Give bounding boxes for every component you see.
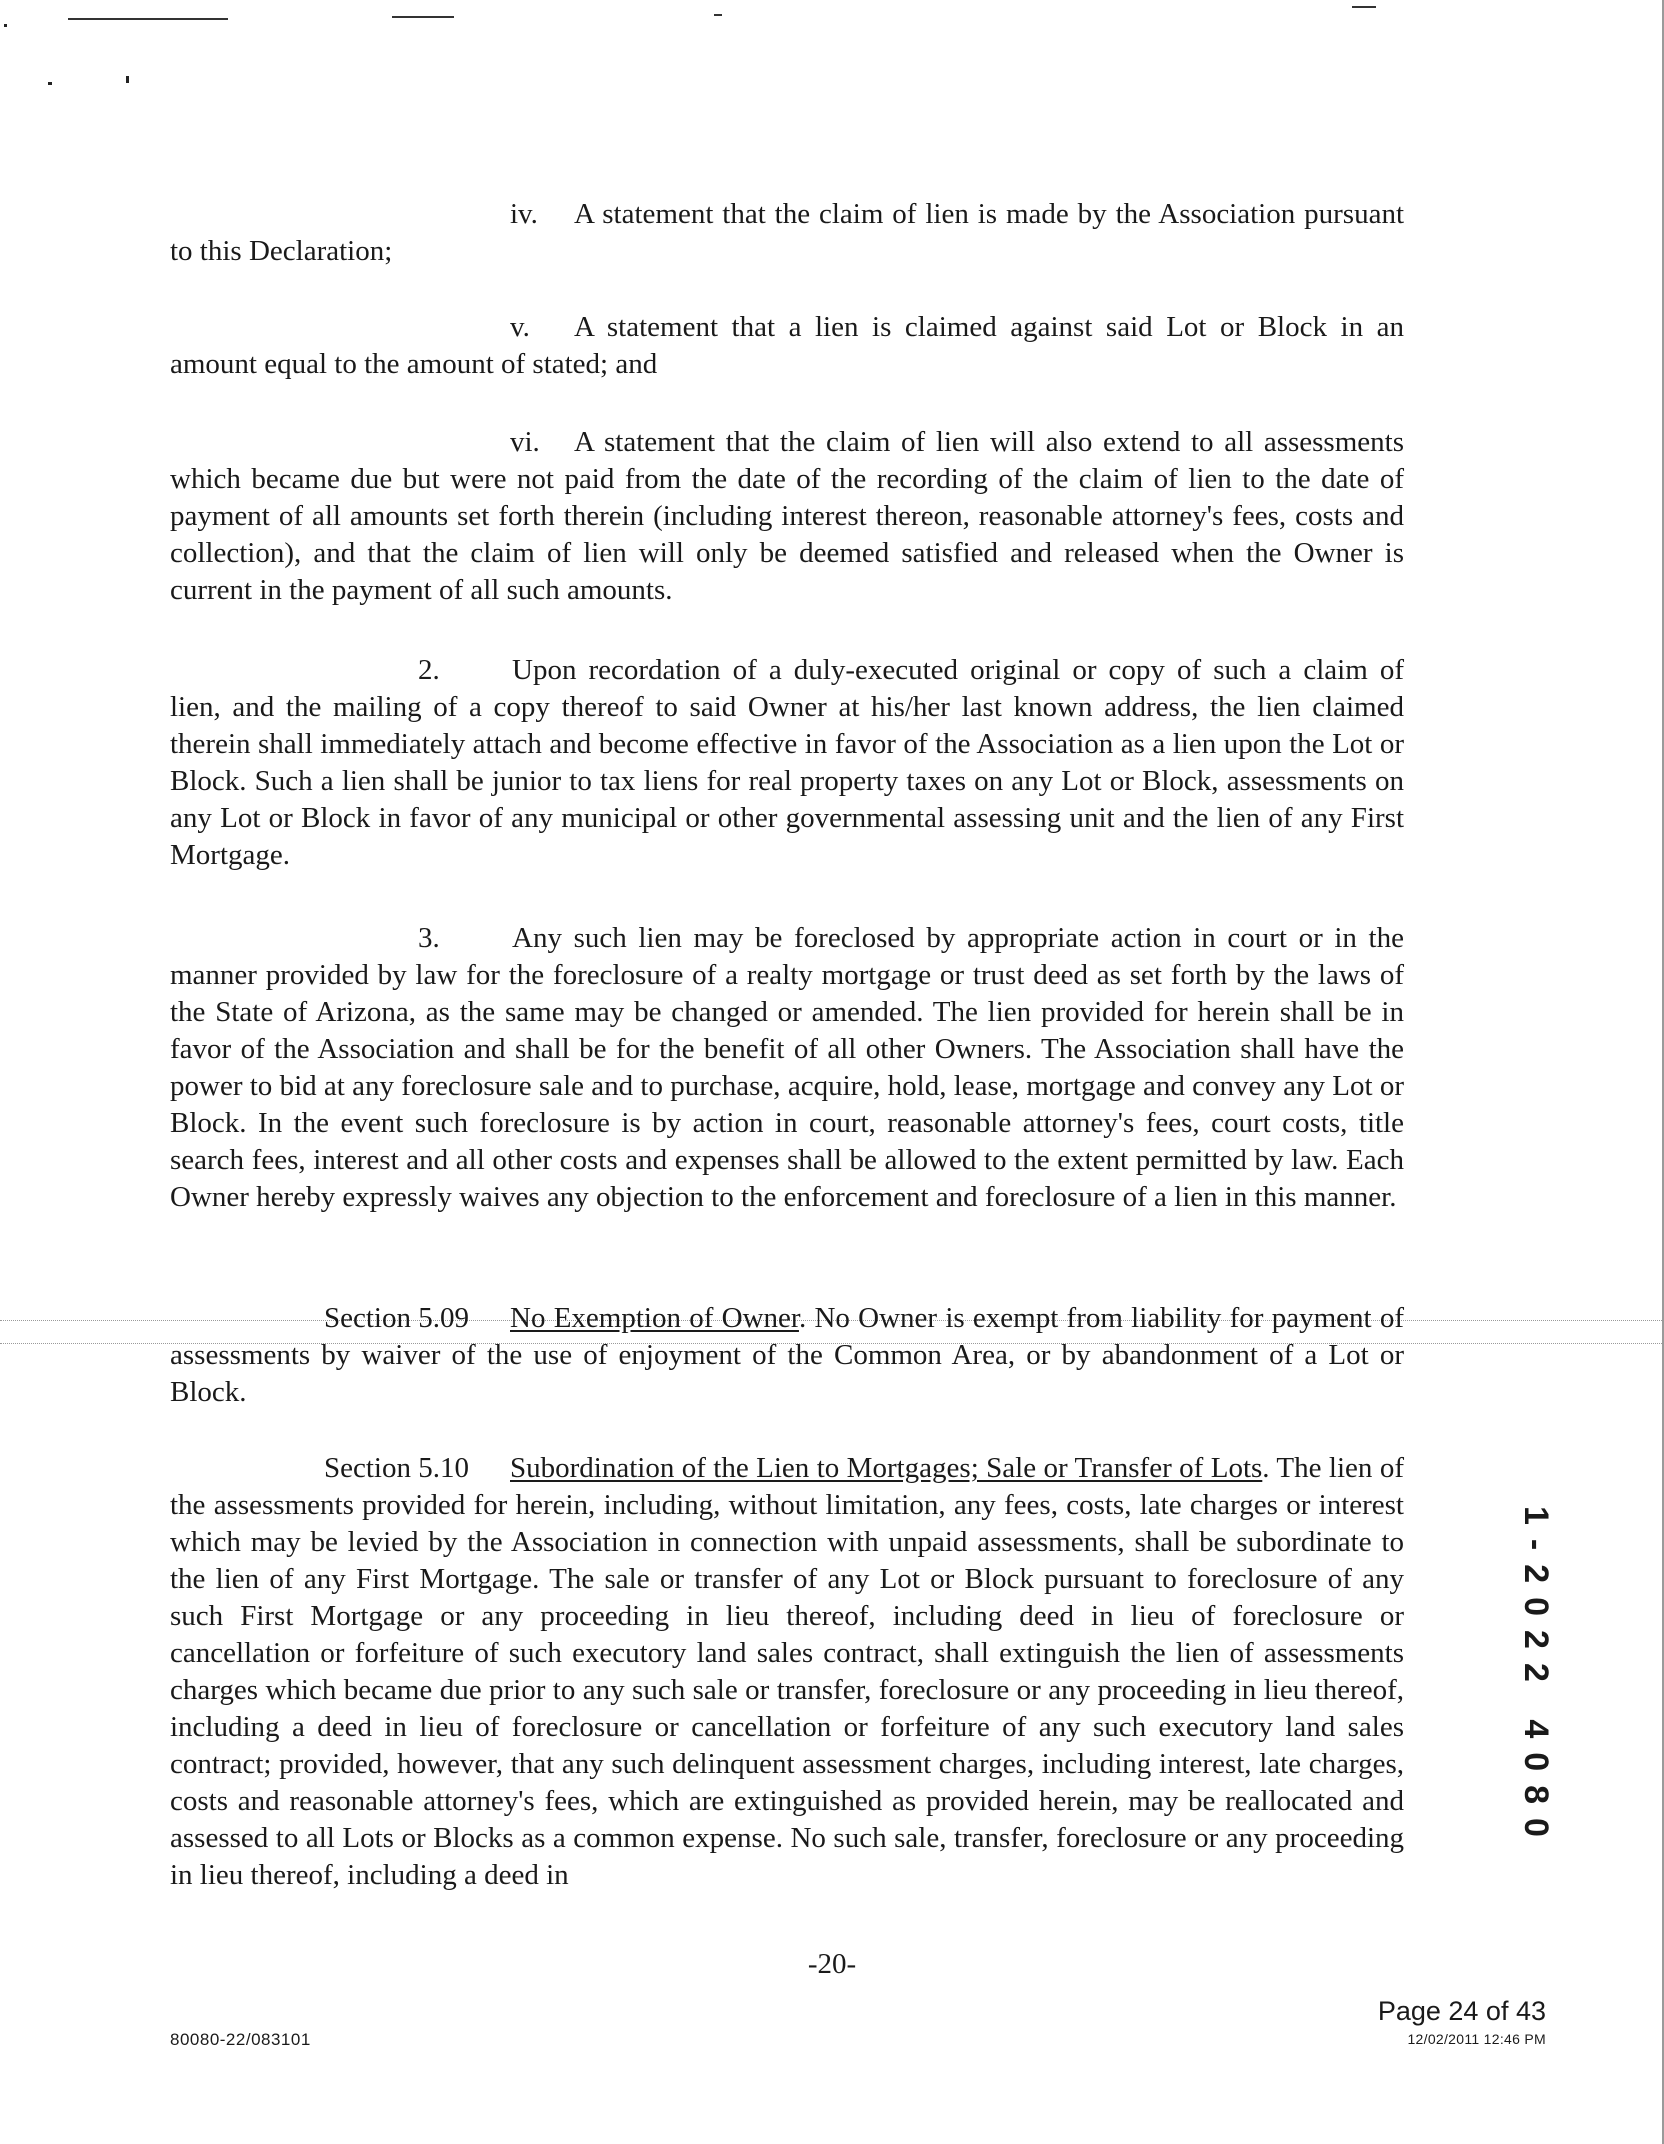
- paragraph-text: A statement that a lien is claimed against said Lot or Block in an amount equal to the amount of stated; and: [170, 311, 1404, 380]
- paragraph-text: Any such lien may be foreclosed by appropriate action in court or in the manner provided by law for the foreclosure of a realty mortgage or trust deed as set forth by the laws of the State of Arizona, as the same may be changed or amended. The lien provided for herein shall be in favor of the Association and shall be for the benefit of all other Owners. The Association shall have the power to bid at any foreclosure sale and to purchase, acquire, hold, lease, mortgage and convey any Lot or Block. In the event such foreclosure is by action in court, reasonable attorney's fees, court costs, title search fees, interest and all other costs and expenses shall be allowed to the extent permitted by law. Each Owner hereby expressly waives any objection to the enforcement and foreclosure of a lien in this manner.: [170, 922, 1404, 1213]
- section-text: . No Owner is exempt from liability for payment of assessments by waiver of the use of enjoyment of the Common Area, or by abandonment of a Lot or Block.: [170, 1302, 1404, 1408]
- scan-mark: [1352, 6, 1376, 8]
- item-number: 3.: [418, 922, 440, 954]
- scan-speck: [4, 24, 7, 27]
- side-stamp-text: 1-2022 4080: [1517, 1506, 1555, 1851]
- item-number: 2.: [418, 654, 440, 686]
- item-number: iv.: [510, 198, 538, 230]
- section-label: Section 5.09: [324, 1302, 469, 1334]
- paragraph-2: [170, 652, 1404, 874]
- paragraph-iv: [170, 196, 1404, 270]
- document-code: 80080-22/083101: [170, 2030, 311, 2049]
- section-title: Subordination of the Lien to Mortgages; Sale or Transfer of Lots: [510, 1452, 1263, 1484]
- paragraph-text: A statement that the claim of lien is made by the Association pursuant to this Declaration;: [170, 198, 1404, 267]
- paragraph-text: A statement that the claim of lien will also extend to all assessments which became due but were not paid from the date of the recording of the claim of lien to the date of payment of all amounts set forth therein (including interest thereon, reasonable attorney's fees, costs and collection), and that the claim of lien will only be deemed satisfied and released when the Owner is current in the payment of all such amounts.: [170, 426, 1404, 606]
- section-label: Section 5.10: [324, 1452, 469, 1484]
- scan-speck: [126, 76, 129, 83]
- section-5-10: [170, 1450, 1404, 1894]
- section-text: . The lien of the assessments provided for herein, including, without limitation, any fees, costs, late charges or interest which may be levied by the Association in connection with unpaid assessments, shall be subordinate to the lien of any First Mortgage. The sale or transfer of any Lot or Block pursuant to foreclosure of any such First Mortgage or any proceeding in lieu thereof, including deed in lieu of foreclosure or cancellation or forfeiture of such executory land sales contract, shall extinguish the lien of assessments charges which became due prior to any such sale or transfer, foreclosure or any proceeding in lieu thereof, including a deed in lieu of foreclosure or cancellation or forfeiture of any such executory land sales contract; provided, however, that any such delinquent assessment charges, including interest, late charges, costs and reasonable attorney's fees, which are extinguished as provided herein, may be reallocated and assessed to all Lots or Blocks as a common expense. No such sale, transfer, foreclosure or any proceeding in lieu thereof, including a deed in: [170, 1452, 1404, 1891]
- page-count: Page 24 of 43: [1377, 1996, 1546, 2026]
- paragraph-text: Upon recordation of a duly-executed original or copy of such a claim of lien, and the mailing of a copy thereof to said Owner at his/her last known address, the lien claimed therein shall immediately attach and become effective in favor of the Association as a lien upon the Lot or Block. Such a lien shall be junior to tax liens for real property taxes on any Lot or Block, assessments on any Lot or Block in favor of any municipal or other governmental assessing unit and the lien of any First Mortgage.: [170, 654, 1404, 871]
- paragraph-v: [170, 309, 1404, 383]
- scan-speck: [48, 82, 52, 85]
- side-recording-stamp: [1511, 1506, 1571, 1851]
- section-5-09: [170, 1300, 1404, 1411]
- paragraph-3: [170, 920, 1404, 1216]
- fax-timestamp: 12/02/2011 12:46 PM: [1407, 2031, 1546, 2047]
- item-number: vi.: [510, 426, 540, 458]
- paragraph-vi: [170, 424, 1404, 609]
- item-number: v.: [510, 311, 530, 343]
- section-title: No Exemption of Owner: [510, 1302, 799, 1334]
- page-number: -20-: [807, 1948, 857, 1980]
- scan-mark: [714, 14, 722, 16]
- scan-mark: [392, 16, 454, 18]
- scan-mark: [68, 18, 228, 20]
